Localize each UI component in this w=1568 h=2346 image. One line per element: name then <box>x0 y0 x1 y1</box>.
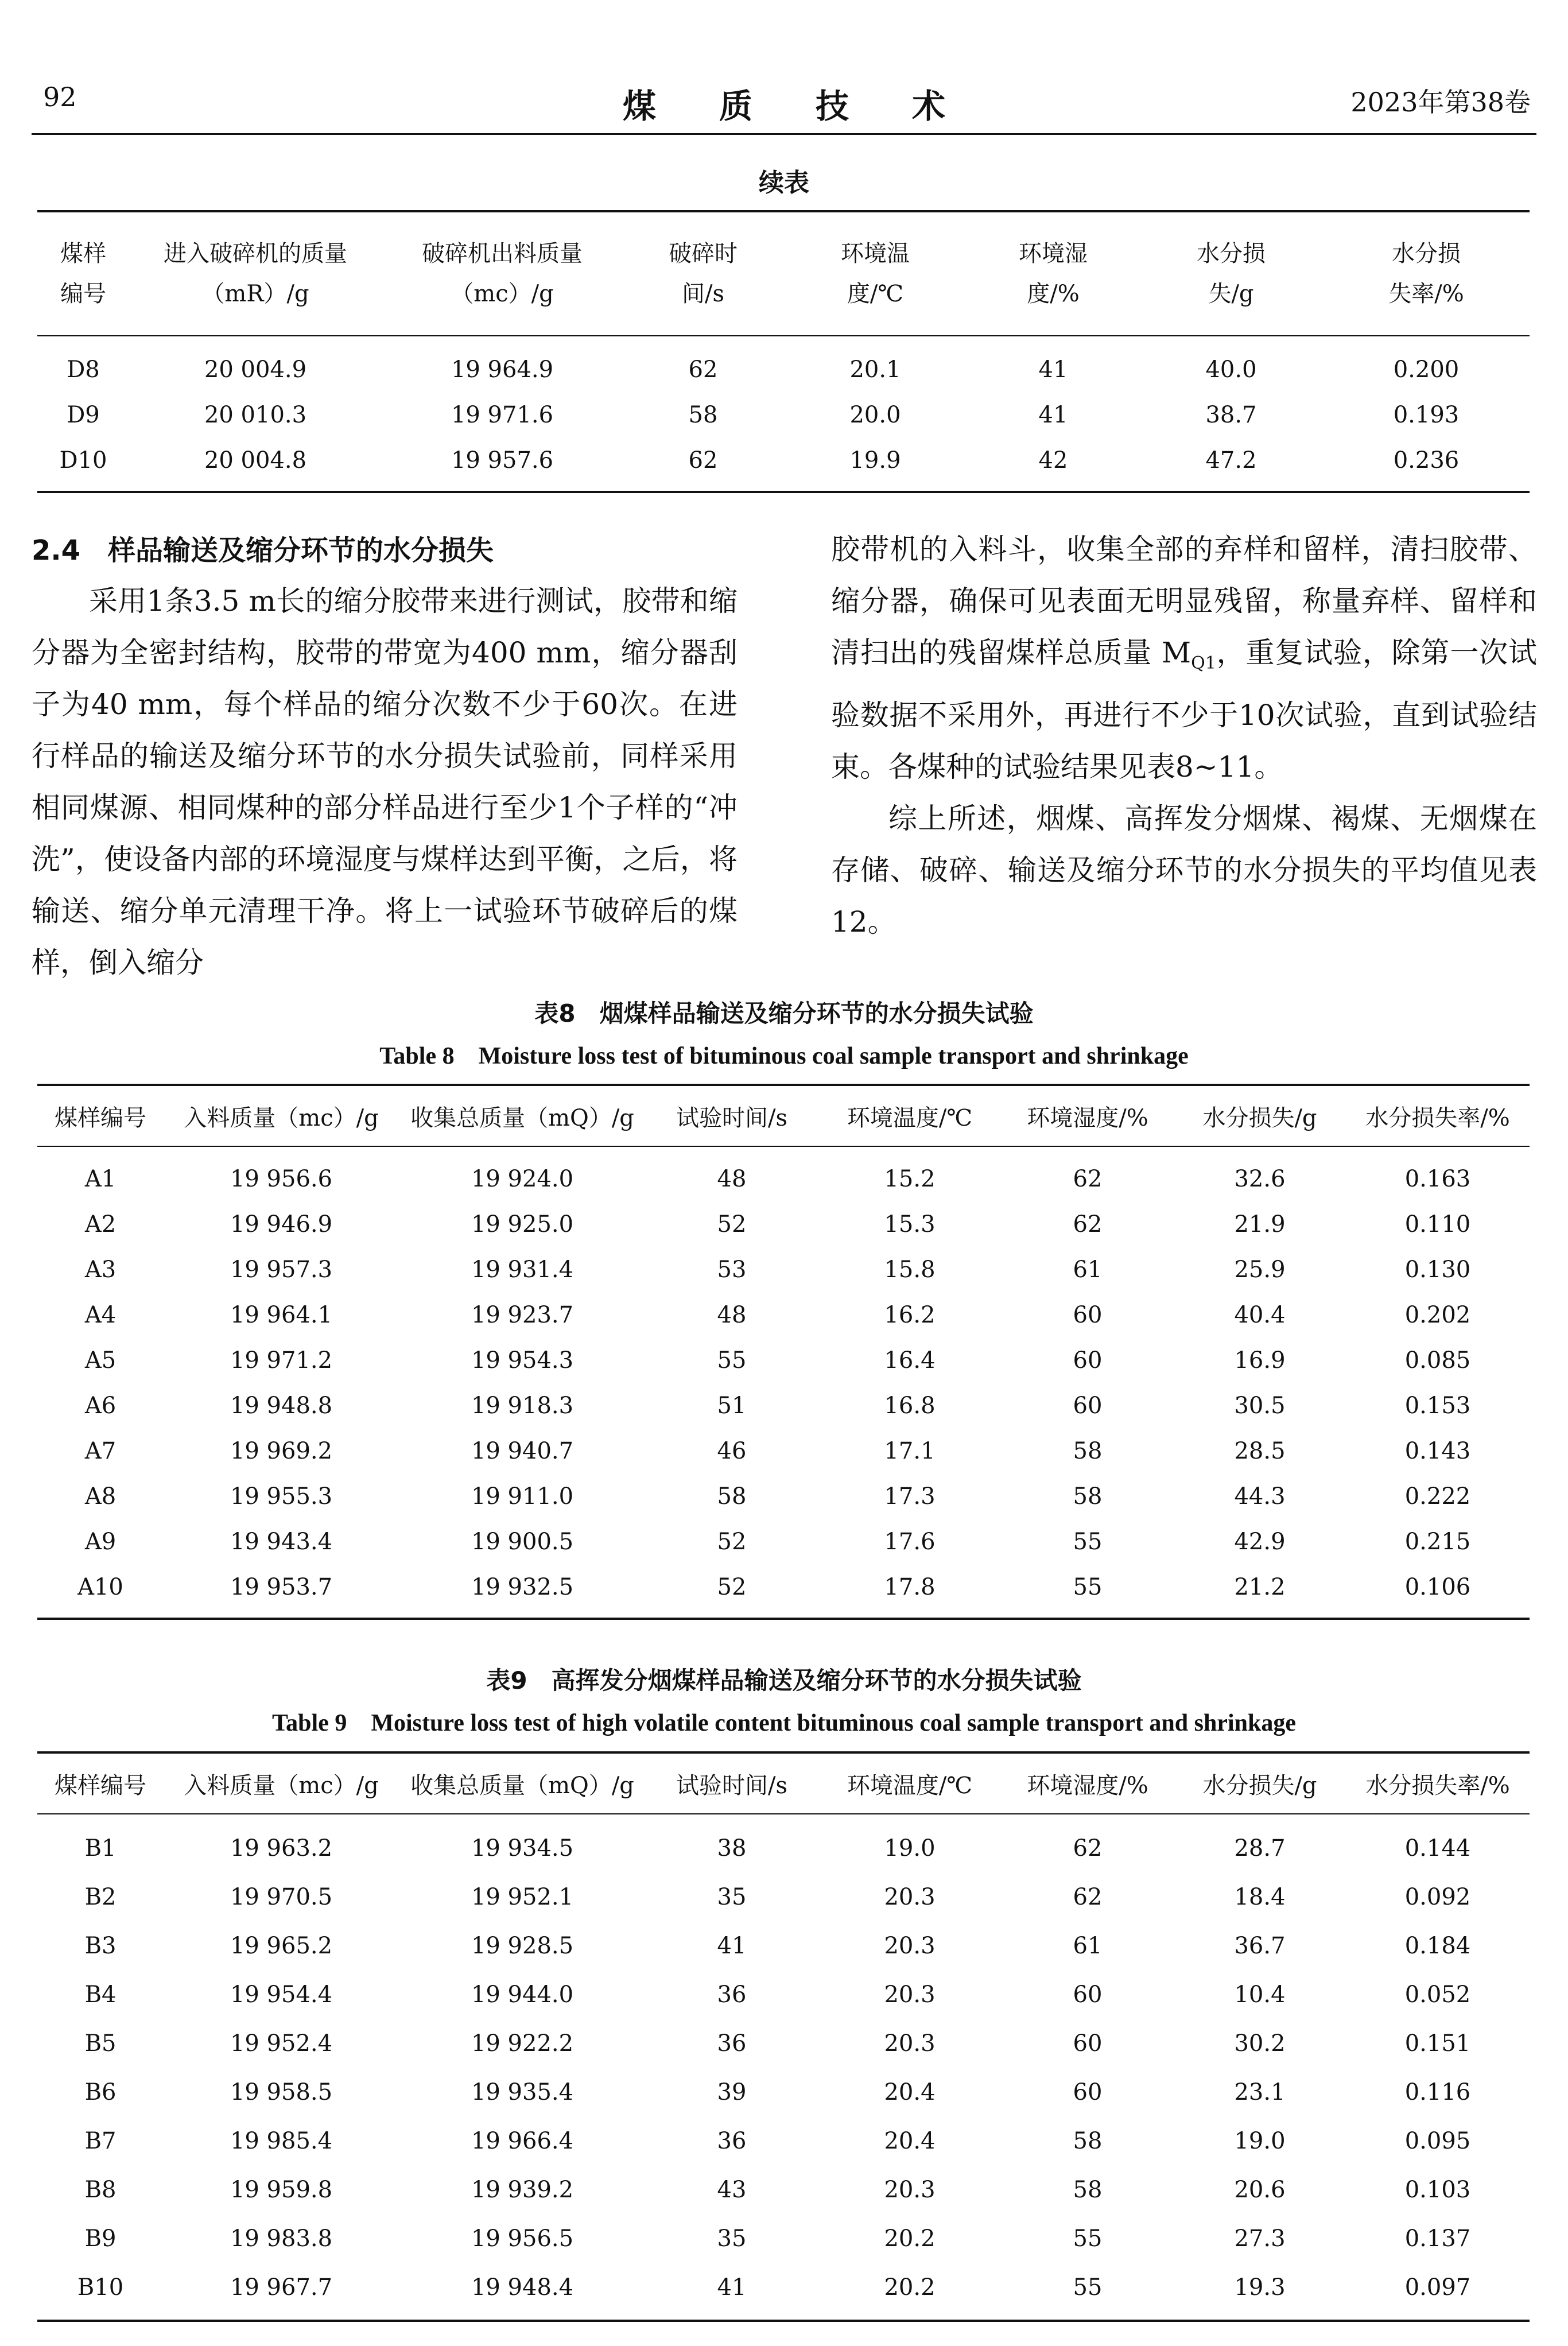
column-header <box>783 211 967 336</box>
table-cell: 15.3 <box>884 1211 936 1238</box>
table-cell: 61 <box>1073 1932 1103 1959</box>
paragraph: 采用1条3.5 m长的缩分胶带来进行测试，胶带和缩分器为全密封结构，胶带的带宽为400 mm，缩分器刮子为40 mm，每个样品的缩分次数不少于60次。在进行样品的输送及缩分环节的水分损失试验前，同样采用相同煤源、相同煤种的部分样品进行至少1个子样的“冲洗”，使设备内部的环境湿度与煤样达到平衡，之后，将输送、缩分单元清理干净。将上一试验环节破碎后的煤样，倒入缩分 <box>32 584 738 979</box>
table-cell: B10 <box>77 2274 124 2301</box>
column-header <box>37 211 129 336</box>
table-row <box>37 1872 1530 1921</box>
column-header <box>1139 211 1323 336</box>
table-cell: 41 <box>717 2274 747 2301</box>
table-row <box>37 1519 1530 1564</box>
table-cell: 0.103 <box>1404 2176 1471 2203</box>
table-cell: 52 <box>717 1573 747 1600</box>
column-header <box>382 211 623 336</box>
table-cell: 60 <box>1073 1981 1103 2008</box>
table-cell: B7 <box>84 2127 117 2154</box>
table-row <box>37 1473 1530 1519</box>
table-cell: 36 <box>717 2127 747 2154</box>
table-cell: 16.4 <box>884 1347 936 1374</box>
table-cell: 20.2 <box>884 2225 936 2252</box>
table-cell: 38 <box>717 1835 747 1862</box>
table-cell: 20.4 <box>884 2079 936 2105</box>
table-cell: 0.151 <box>1404 2030 1471 2057</box>
table-cell: 42.9 <box>1234 1528 1286 1555</box>
table-cell: 19 946.9 <box>230 1211 333 1238</box>
table-cell: 19 928.5 <box>471 1932 574 1959</box>
table-cell: 20.6 <box>1234 2176 1286 2203</box>
table-cell: 19 959.8 <box>230 2176 333 2203</box>
column-header-line: 间/s <box>681 281 724 307</box>
table-row <box>37 1201 1530 1247</box>
body-text-right-column <box>831 524 1537 948</box>
table-cell: 19 958.5 <box>230 2079 333 2105</box>
table-cell: 21.2 <box>1234 1573 1286 1600</box>
table-row <box>37 2214 1530 2263</box>
table-cell: 36 <box>717 1981 747 2008</box>
table-cell: 41 <box>1038 356 1068 383</box>
table-cell: 25.9 <box>1234 1256 1286 1283</box>
table-cell: 0.085 <box>1404 1347 1471 1374</box>
table-cell: 36.7 <box>1234 1932 1286 1959</box>
table-cell: D8 <box>67 356 100 383</box>
table-cell: B3 <box>84 1932 117 1959</box>
paragraph: 综上所述，烟煤、高挥发分烟煤、褐煤、无烟煤在存储、破碎、输送及缩分环节的水分损失的平均值见表12。 <box>831 802 1537 939</box>
table-cell: 48 <box>717 1301 747 1328</box>
column-header <box>623 211 783 336</box>
table-cell: 60 <box>1073 2030 1103 2057</box>
table-cell: 19 932.5 <box>471 1573 574 1600</box>
table-cell: A2 <box>84 1211 117 1238</box>
table-cell: 19 952.1 <box>471 1883 574 1910</box>
table-cell: 62 <box>1073 1883 1103 1910</box>
table-cell: 19 963.2 <box>230 1835 333 1862</box>
table-cell: 21.9 <box>1234 1211 1286 1238</box>
table-cell: 42 <box>1038 447 1068 474</box>
table-cell: 55 <box>717 1347 747 1374</box>
table-cell: 0.110 <box>1404 1211 1471 1238</box>
column-header: 入料质量（mc）/g <box>164 1085 399 1146</box>
table-cell: 48 <box>717 1165 747 1192</box>
paragraph-text: ，重复试验，除第一次试验数据不采用外，再进行不少于10次试验，直到试验结束。各煤种的试验结果见表8~11。 <box>831 636 1538 784</box>
table-cell: 60 <box>1073 1301 1103 1328</box>
table9-caption-cn: 表9 高挥发分烟煤样品输送及缩分环节的水分损失试验 <box>486 1666 1082 1694</box>
table-cell: 0.236 <box>1393 447 1460 474</box>
table-cell: 0.215 <box>1404 1528 1471 1555</box>
table-cell: 52 <box>717 1211 747 1238</box>
table-cell: 19 939.2 <box>471 2176 574 2203</box>
table-cell: 19 900.5 <box>471 1528 574 1555</box>
table-cell: 51 <box>717 1392 747 1419</box>
table-cell: B6 <box>84 2079 117 2105</box>
column-header-line: 水分损 <box>1392 241 1461 267</box>
table-row <box>37 2263 1530 2321</box>
column-header <box>967 211 1139 336</box>
table-cell: 17.1 <box>884 1437 936 1464</box>
table-cell: 0.200 <box>1393 356 1460 383</box>
journal-title: 煤质技术 <box>622 87 1008 126</box>
table-cell: 15.2 <box>884 1165 936 1192</box>
table-row <box>37 1292 1530 1337</box>
table-cell: 0.153 <box>1404 1392 1471 1419</box>
table-cell: 58 <box>1073 1483 1103 1510</box>
table-cell: D10 <box>59 447 107 474</box>
table-cell: 19 985.4 <box>230 2127 333 2154</box>
paragraph <box>831 524 1537 793</box>
table-cell: 0.222 <box>1404 1483 1471 1510</box>
table-cell: 0.184 <box>1404 1932 1471 1959</box>
table-cell: A9 <box>84 1528 117 1555</box>
table-row <box>37 1337 1530 1383</box>
column-header-line: 编号 <box>60 281 106 307</box>
table-cell: 19 971.2 <box>230 1347 333 1374</box>
table-cell: 17.6 <box>884 1528 936 1555</box>
continued-table-title: 续表 <box>759 168 809 197</box>
subscript: Q1 <box>1191 653 1216 673</box>
table-row <box>37 1146 1530 1201</box>
table-cell: 20 010.3 <box>204 401 307 428</box>
table-cell: 20.2 <box>884 2274 936 2301</box>
table-cell: 15.8 <box>884 1256 936 1283</box>
table-cell: 20.4 <box>884 2127 936 2154</box>
table-cell: 19 953.7 <box>230 1573 333 1600</box>
table-cell: 19 923.7 <box>471 1301 574 1328</box>
table-cell: 28.7 <box>1234 1835 1286 1862</box>
table-cell: 19 955.3 <box>230 1483 333 1510</box>
column-header <box>1323 211 1530 336</box>
table-cell: 62 <box>1073 1165 1103 1192</box>
table-cell: 27.3 <box>1234 2225 1286 2252</box>
table-cell: 19 952.4 <box>230 2030 333 2057</box>
table-cell: 19 934.5 <box>471 1835 574 1862</box>
table-cell: 19 969.2 <box>230 1437 333 1464</box>
table-cell: 32.6 <box>1234 1165 1286 1192</box>
column-header: 试验时间/s <box>646 1752 818 1814</box>
table-cell: 19 956.5 <box>471 2225 574 2252</box>
issue-label: 2023年第38卷 <box>1350 87 1531 118</box>
table-cell: 58 <box>1073 1437 1103 1464</box>
table-cell: 20.3 <box>884 1932 936 1959</box>
table-cell: 0.116 <box>1404 2079 1471 2105</box>
table-cell: 19 964.9 <box>451 356 554 383</box>
table-cell: 16.9 <box>1234 1347 1286 1374</box>
table-row <box>37 1814 1530 1872</box>
table-cell: 0.143 <box>1404 1437 1471 1464</box>
table-cell: 53 <box>717 1256 747 1283</box>
section-heading: 2.4 样品输送及缩分环节的水分损失 <box>32 534 494 567</box>
table-cell: 19 965.2 <box>230 1932 333 1959</box>
table-cell: 0.130 <box>1404 1256 1471 1283</box>
table-cell: 20 004.8 <box>204 447 307 474</box>
column-header <box>129 211 382 336</box>
column-header-line: 失率/% <box>1388 281 1464 307</box>
table-cell: 36 <box>717 2030 747 2057</box>
table-cell: A6 <box>84 1392 117 1419</box>
table-cell: 20.1 <box>849 356 901 383</box>
column-header-line: 破碎时 <box>669 241 738 267</box>
table-cell: 0.137 <box>1404 2225 1471 2252</box>
table8-caption-cn: 表8 烟煤样品输送及缩分环节的水分损失试验 <box>534 999 1034 1027</box>
table-cell: 55 <box>1073 2274 1103 2301</box>
table-cell: 19 956.6 <box>230 1165 333 1192</box>
table-cell: 0.052 <box>1404 1981 1471 2008</box>
table-cell: B2 <box>84 1883 117 1910</box>
table-cell: A1 <box>84 1165 117 1192</box>
table-cell: 35 <box>717 2225 747 2252</box>
paragraph-text: 胶带机的入料斗，收集全部的弃样和留样，清扫胶带、缩分器，确保可见表面无明显残留，称量弃样、留样和清扫出的残留煤样总质量 M <box>831 533 1537 669</box>
table-cell: 20.3 <box>884 2030 936 2057</box>
column-header-line: 环境湿 <box>1019 241 1088 267</box>
table-cell: 19.9 <box>849 447 901 474</box>
table-cell: 19 948.8 <box>230 1392 333 1419</box>
table-row <box>37 1970 1530 2019</box>
table-row <box>37 392 1530 437</box>
table-cell: 20.3 <box>884 1883 936 1910</box>
table-cell: 44.3 <box>1234 1483 1286 1510</box>
table-cell: 19 954.4 <box>230 1981 333 2008</box>
column-header: 环境温度/℃ <box>818 1752 1002 1814</box>
table-cell: 58 <box>688 401 718 428</box>
column-header-line: 失/g <box>1208 281 1254 307</box>
table-cell: 19 922.2 <box>471 2030 574 2057</box>
table-row <box>37 336 1530 392</box>
table-cell: 19 971.6 <box>451 401 554 428</box>
table-cell: 0.095 <box>1404 2127 1471 2154</box>
table-cell: 20.3 <box>884 1981 936 2008</box>
column-header: 水分损失率/% <box>1346 1752 1530 1814</box>
column-header: 试验时间/s <box>646 1085 818 1146</box>
column-header: 收集总质量（mQ）/g <box>399 1752 646 1814</box>
table-cell: 0.193 <box>1393 401 1460 428</box>
table8-body <box>37 1146 1530 1619</box>
table-cell: 17.8 <box>884 1573 936 1600</box>
table-row <box>37 1428 1530 1473</box>
table-cell: 62 <box>688 356 718 383</box>
table-cell: A10 <box>77 1573 123 1600</box>
table-cell: 19 957.3 <box>230 1256 333 1283</box>
table-cell: 38.7 <box>1205 401 1257 428</box>
table-cell: 55 <box>1073 1528 1103 1555</box>
table-cell: B9 <box>84 2225 117 2252</box>
table-cell: 46 <box>717 1437 747 1464</box>
table-cell: 47.2 <box>1205 447 1257 474</box>
column-header-line: 煤样 <box>60 241 106 267</box>
table-cell: 62 <box>1073 1211 1103 1238</box>
table-cell: 43 <box>717 2176 747 2203</box>
table-cell: 0.202 <box>1404 1301 1471 1328</box>
table9-body <box>37 1814 1530 2321</box>
table-row <box>37 1247 1530 1292</box>
column-header: 环境湿度/% <box>1002 1085 1174 1146</box>
table-cell: 23.1 <box>1234 2079 1286 2105</box>
table-cell: 41 <box>717 1932 747 1959</box>
table-cell: A7 <box>84 1437 117 1464</box>
column-header-line: 度/℃ <box>847 281 904 307</box>
table-cell: 41 <box>1038 401 1068 428</box>
table-cell: B8 <box>84 2176 117 2203</box>
table-cell: 0.144 <box>1404 1835 1471 1862</box>
table-cell: 19 943.4 <box>230 1528 333 1555</box>
body-text-left-column <box>32 575 738 988</box>
column-header-line: 破碎机出料质量 <box>422 241 583 267</box>
table-cell: 20 004.9 <box>204 356 307 383</box>
table-cell: 55 <box>1073 2225 1103 2252</box>
table-cell: B1 <box>84 1835 117 1862</box>
table-cell: 16.8 <box>884 1392 936 1419</box>
table-row <box>37 1383 1530 1428</box>
continued-table-body <box>37 336 1530 492</box>
table-cell: 52 <box>717 1528 747 1555</box>
table-cell: 19 940.7 <box>471 1437 574 1464</box>
table-cell: 19 967.7 <box>230 2274 333 2301</box>
table-cell: 61 <box>1073 1256 1103 1283</box>
table-cell: 62 <box>688 447 718 474</box>
column-header: 水分损失/g <box>1174 1752 1346 1814</box>
table-cell: 19 925.0 <box>471 1211 574 1238</box>
table-cell: 19.0 <box>1234 2127 1286 2154</box>
continued-table <box>37 210 1530 493</box>
table-row <box>37 1921 1530 1970</box>
table9 <box>37 1751 1530 2322</box>
table-cell: 20.0 <box>849 401 901 428</box>
column-header-line: 度/% <box>1027 281 1080 307</box>
continued-table-header <box>37 211 1530 336</box>
column-header: 煤样编号 <box>37 1752 164 1814</box>
table-cell: 19 954.3 <box>471 1347 574 1374</box>
table-row <box>37 2068 1530 2116</box>
column-header-line: 环境温 <box>841 241 910 267</box>
column-header-line: （mR）/g <box>201 281 309 307</box>
header-divider <box>32 133 1536 135</box>
table-cell: 58 <box>1073 2176 1103 2203</box>
table-cell: 19 964.1 <box>230 1301 333 1328</box>
table8-caption-en: Table 8 Moisture loss test of bituminous coal sample transport and shrinkage <box>379 1043 1189 1069</box>
table-cell: 19 918.3 <box>471 1392 574 1419</box>
table-cell: 58 <box>1073 2127 1103 2154</box>
column-header-line: 水分损 <box>1197 241 1266 267</box>
table-cell: D9 <box>67 401 100 428</box>
table-cell: 10.4 <box>1234 1981 1286 2008</box>
table-cell: 19 957.6 <box>451 447 554 474</box>
table-cell: 18.4 <box>1234 1883 1286 1910</box>
table-row <box>37 437 1530 492</box>
table-row <box>37 2019 1530 2068</box>
table9-header <box>37 1752 1530 1814</box>
table-row <box>37 2116 1530 2165</box>
table-cell: 40.0 <box>1205 356 1257 383</box>
table-cell: 20.3 <box>884 2176 936 2203</box>
table-cell: 17.3 <box>884 1483 936 1510</box>
table-cell: 0.092 <box>1404 1883 1471 1910</box>
table-cell: 19 924.0 <box>471 1165 574 1192</box>
page-number: 92 <box>43 82 77 113</box>
table-cell: A4 <box>84 1301 117 1328</box>
column-header-line: （mc）/g <box>451 281 554 307</box>
table-cell: B4 <box>84 1981 117 2008</box>
table-cell: 0.163 <box>1404 1165 1471 1192</box>
running-header <box>32 75 1536 126</box>
table-cell: 40.4 <box>1234 1301 1286 1328</box>
table-row <box>37 1564 1530 1619</box>
table-cell: A3 <box>84 1256 117 1283</box>
column-header: 环境温度/℃ <box>818 1085 1002 1146</box>
table-cell: 19 966.4 <box>471 2127 574 2154</box>
table-cell: 19 935.4 <box>471 2079 574 2105</box>
table-cell: 19.3 <box>1234 2274 1286 2301</box>
table-cell: B5 <box>84 2030 117 2057</box>
table8 <box>37 1084 1530 1620</box>
column-header: 水分损失率/% <box>1346 1085 1530 1146</box>
table-cell: 60 <box>1073 2079 1103 2105</box>
column-header: 水分损失/g <box>1174 1085 1346 1146</box>
table-cell: 19 944.0 <box>471 1981 574 2008</box>
table-cell: 19 911.0 <box>471 1483 574 1510</box>
table-cell: 39 <box>717 2079 747 2105</box>
table-cell: 60 <box>1073 1347 1103 1374</box>
table-cell: 19 983.8 <box>230 2225 333 2252</box>
table-cell: 16.2 <box>884 1301 936 1328</box>
column-header-line: 进入破碎机的质量 <box>164 241 347 267</box>
table-cell: 30.2 <box>1234 2030 1286 2057</box>
table-cell: 19.0 <box>884 1835 936 1862</box>
column-header: 收集总质量（mQ）/g <box>399 1085 646 1146</box>
table-cell: 19 948.4 <box>471 2274 574 2301</box>
table-cell: 35 <box>717 1883 747 1910</box>
column-header: 煤样编号 <box>37 1085 164 1146</box>
table-cell: 30.5 <box>1234 1392 1286 1419</box>
table8-header <box>37 1085 1530 1146</box>
table-cell: 28.5 <box>1234 1437 1286 1464</box>
table-cell: 0.097 <box>1404 2274 1471 2301</box>
table-cell: A8 <box>84 1483 117 1510</box>
table-row <box>37 2165 1530 2214</box>
table-cell: A5 <box>84 1347 117 1374</box>
table-cell: 19 931.4 <box>471 1256 574 1283</box>
table9-caption-en: Table 9 Moisture loss test of high volatile content bituminous coal sample transport and shrinkage <box>272 1710 1296 1736</box>
column-header: 环境湿度/% <box>1002 1752 1174 1814</box>
table-cell: 60 <box>1073 1392 1103 1419</box>
table-cell: 58 <box>717 1483 747 1510</box>
table-cell: 0.106 <box>1404 1573 1471 1600</box>
table-cell: 19 970.5 <box>230 1883 333 1910</box>
table-cell: 62 <box>1073 1835 1103 1862</box>
table-cell: 55 <box>1073 1573 1103 1600</box>
column-header: 入料质量（mc）/g <box>164 1752 399 1814</box>
